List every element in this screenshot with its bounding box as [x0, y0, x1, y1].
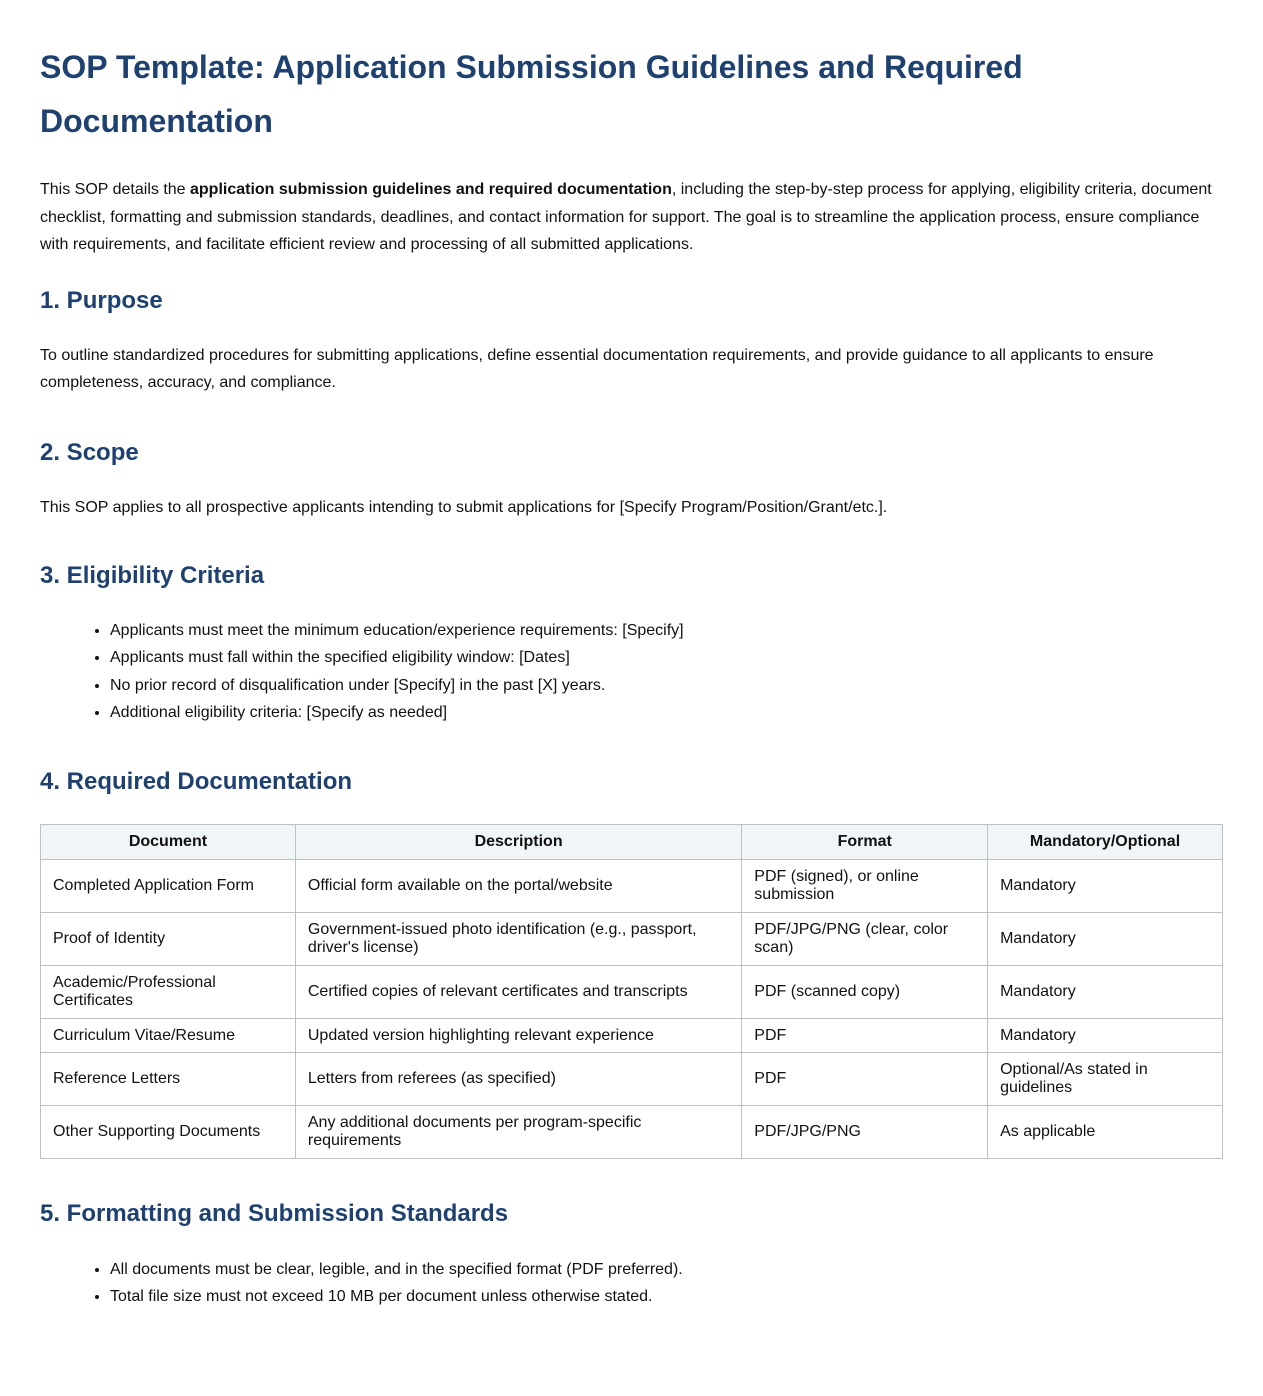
- cell-format: PDF/JPG/PNG: [742, 1106, 988, 1159]
- list-item: • Applicants must meet the minimum education/experience requirements: [Specify]: [110, 617, 1223, 644]
- cell-mandatory: As applicable: [988, 1106, 1223, 1159]
- documentation-heading: 4. Required Documentation: [40, 768, 353, 796]
- cell-mandatory: Mandatory: [988, 1019, 1223, 1053]
- document-page: [0, 40, 1263, 1311]
- cell-format: PDF/JPG/PNG (clear, color scan): [742, 913, 988, 966]
- eligibility-heading: 3. Eligibility Criteria: [40, 562, 265, 589]
- eligibility-list: [40, 617, 1223, 726]
- intro-text-end: , including the step-by-step process for applying, eligibility criteria, document checklist, formatting and submission standards, deadlines, and contact information for support. The goal is to streamline the application process, ensure compliance with requirements, and facilitate efficient review and processing of all submitted applications.: [40, 181, 1212, 253]
- cell-format: PDF: [742, 1053, 988, 1106]
- cell-mandatory: Mandatory: [988, 966, 1223, 1019]
- table-row: [41, 913, 1223, 966]
- scope-heading: 2. Scope: [40, 438, 139, 466]
- cell-document: Completed Application Form: [41, 860, 296, 913]
- formatting-heading: 5. Formatting and Submission Standards: [40, 1200, 509, 1228]
- intro-text-start: This SOP details the: [40, 181, 190, 198]
- cell-description: Letters from referees (as specified): [295, 1053, 741, 1106]
- formatting-list: [40, 1256, 1223, 1311]
- cell-mandatory: Optional/As stated in guidelines: [988, 1053, 1223, 1106]
- table-row: [41, 1106, 1223, 1159]
- column-header-description: Description: [295, 825, 741, 860]
- list-item: • Total file size must not exceed 10 MB per document unless otherwise stated.: [110, 1283, 1223, 1310]
- cell-document: Reference Letters: [41, 1053, 296, 1106]
- list-item: • Applicants must fall within the specified eligibility window: [Dates]: [110, 644, 1223, 671]
- cell-description: Any additional documents per program-specific requirements: [295, 1106, 741, 1159]
- intro-paragraph: [40, 176, 1223, 259]
- cell-format: PDF (signed), or online submission: [742, 860, 988, 913]
- cell-format: PDF: [742, 1019, 988, 1053]
- page-title: SOP Template: Application Submission Guidelines and Required Documentation: [40, 49, 1023, 139]
- column-header-format: Format: [742, 825, 988, 860]
- list-item: • All documents must be clear, legible, and in the specified format (PDF preferred).: [110, 1256, 1223, 1283]
- column-header-mandatory: Mandatory/Optional: [988, 825, 1223, 860]
- scope-text: This SOP applies to all prospective applicants intending to submit applications for [Specify Program/Position/Grant/etc.].: [40, 498, 888, 516]
- intro-bold-text: application submission guidelines and required documentation: [190, 181, 672, 198]
- table-row: [41, 966, 1223, 1019]
- cell-mandatory: Mandatory: [988, 913, 1223, 966]
- list-item: • Additional eligibility criteria: [Specify as needed]: [110, 699, 1223, 726]
- cell-document: Other Supporting Documents: [41, 1106, 296, 1159]
- cell-document: Curriculum Vitae/Resume: [41, 1019, 296, 1053]
- documentation-table: [40, 824, 1223, 1159]
- purpose-heading: 1. Purpose: [40, 286, 163, 314]
- purpose-text: To outline standardized procedures for submitting applications, define essential documentation requirements, and provide guidance to all applicants to ensure completeness, accuracy, and compliance.: [40, 346, 1154, 391]
- cell-format: PDF (scanned copy): [742, 966, 988, 1019]
- cell-mandatory: Mandatory: [988, 860, 1223, 913]
- cell-description: Official form available on the portal/website: [295, 860, 741, 913]
- table-row: [41, 1053, 1223, 1106]
- table-row: [41, 1019, 1223, 1053]
- cell-description: Certified copies of relevant certificates and transcripts: [295, 966, 741, 1019]
- cell-description: Updated version highlighting relevant experience: [295, 1019, 741, 1053]
- table-header-row: [41, 825, 1223, 860]
- cell-document: Proof of Identity: [41, 913, 296, 966]
- column-header-document: Document: [41, 825, 296, 860]
- cell-document: Academic/Professional Certificates: [41, 966, 296, 1019]
- list-item: • No prior record of disqualification under [Specify] in the past [X] years.: [110, 672, 1223, 699]
- table-row: [41, 860, 1223, 913]
- cell-description: Government-issued photo identification (e.g., passport, driver's license): [295, 913, 741, 966]
